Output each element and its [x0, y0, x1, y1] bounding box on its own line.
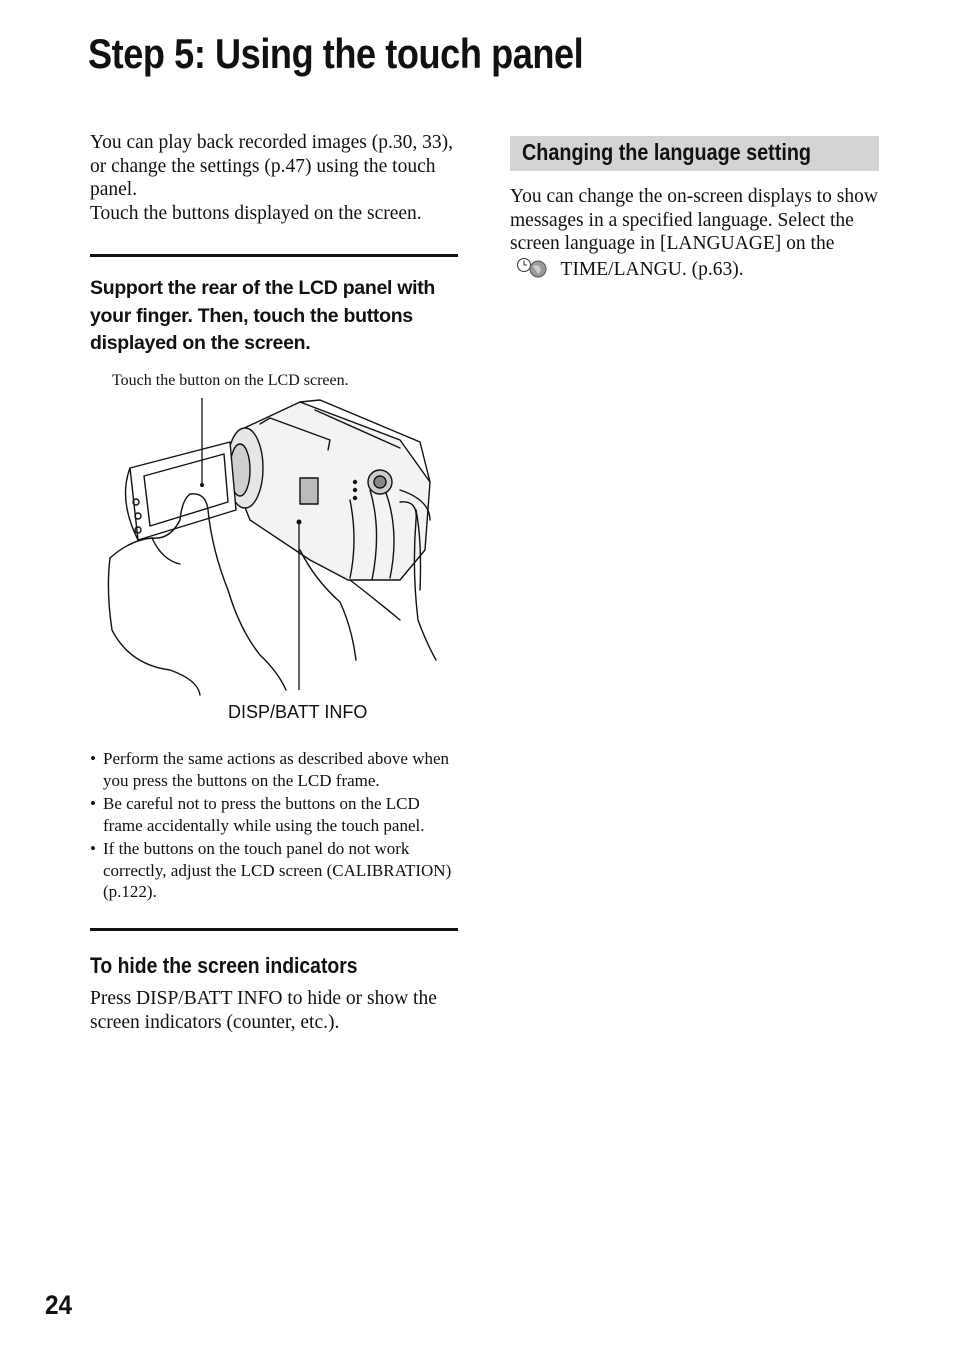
list-item: • Perform the same actions as described above when you press the buttons on the LCD frame.	[90, 748, 462, 791]
language-body-text: You can change the on-screen displays to show messages in a specified language. Select the screen language in [LANGUAGE] on the	[510, 186, 878, 254]
figure-caption-bottom: DISP/BATT INFO	[228, 702, 368, 722]
language-body-text-end: TIME/LANGU. (p.63).	[560, 258, 744, 280]
list-item: • If the buttons on the touch panel do not work correctly, adjust the LCD screen (CALIBRATION) (p.122).	[90, 838, 462, 903]
page-number: 24	[45, 1290, 73, 1320]
hide-indicators-body: Press DISP/BATT INFO to hide or show the screen indicators (counter, etc.).	[90, 988, 437, 1033]
list-item: • Be careful not to press the buttons on the LCD frame accidentally while using the touch panel.	[90, 793, 462, 836]
figure-caption-top: Touch the button on the LCD screen.	[112, 372, 349, 389]
camcorder-illustration	[100, 390, 450, 700]
language-heading: Changing the language setting	[522, 139, 812, 165]
notes-list	[90, 748, 462, 905]
intro-line-2: Touch the buttons displayed on the screen.	[90, 202, 422, 224]
hide-indicators-heading: To hide the screen indicators	[90, 953, 358, 978]
intro-line-1: You can play back recorded images (p.30, 33), or change the settings (p.47) using the touch panel.	[90, 132, 453, 200]
section-divider	[90, 928, 458, 931]
intro-paragraph	[90, 131, 462, 225]
section-divider	[90, 254, 458, 257]
clock-globe-icon	[514, 256, 552, 285]
step-instruction: Support the rear of the LCD panel with your finger. Then, touch the buttons displayed on the screen.	[90, 277, 436, 354]
language-heading-bar	[510, 136, 879, 171]
language-body	[510, 185, 882, 284]
page-title: Step 5: Using the touch panel	[88, 30, 584, 77]
